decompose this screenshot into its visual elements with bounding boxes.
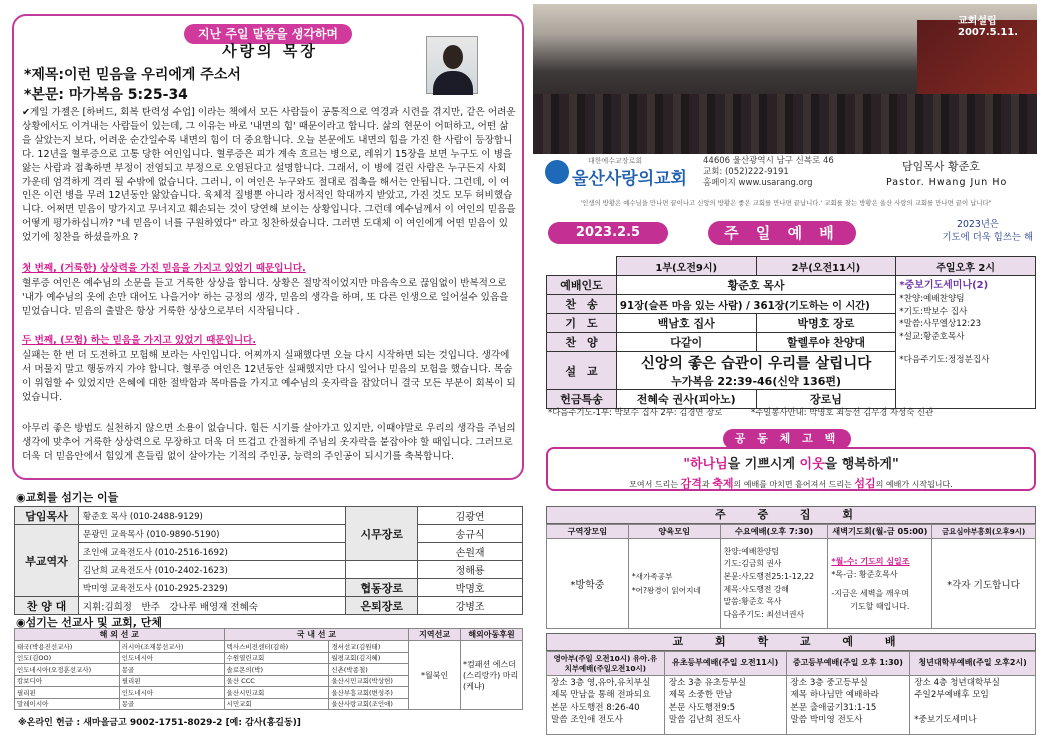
assoc-entry: 조인애 교육전도사 (010-2516-1692) xyxy=(78,543,345,561)
sermon-point1-title: 첫 번째, (거룩한) 상상력을 가진 믿음을 가지고 있었기 때문입니다. xyxy=(22,263,306,274)
worship-title: 주 일 예 배 xyxy=(708,221,856,245)
label-senior-pastor: 담임목사 xyxy=(15,507,79,525)
text: 을 기쁘시게 xyxy=(727,457,800,472)
missions-table xyxy=(14,628,523,710)
school-item: 본문 사도행전 8:26-40 xyxy=(551,702,640,713)
nurture-item: *어?왕경이 읽어지네 xyxy=(631,585,701,595)
school-item: 제목 만남을 통해 전파되요 xyxy=(551,690,651,701)
school-item: 장소 4층 청년대학부실 xyxy=(914,678,1000,688)
wednesday-item: 기도:김금희 권사 xyxy=(723,559,782,569)
weekday-title: 주 중 집 회 xyxy=(546,506,1036,524)
afternoon-item: *다음주기도:정정분집사 xyxy=(899,354,990,365)
leader-value: 황준호 목사 xyxy=(616,276,895,295)
word-neighbor: 이웃 xyxy=(799,457,825,472)
worship-order-table xyxy=(546,256,1036,409)
senior-pastor-en: Pastor. Hwang Jun Ho xyxy=(886,177,1008,188)
mission-cell: 몽골 xyxy=(119,698,224,710)
pastor-photo xyxy=(426,36,478,94)
mission-cell: 경서선교(김원태) xyxy=(329,641,409,653)
school-item: 말씀 박미영 전도사 xyxy=(790,715,863,726)
row-label-offering: 헌금특송 xyxy=(547,390,617,409)
elder-entry: 김광연 xyxy=(418,507,523,525)
col-service2: 2부(오전11시) xyxy=(756,257,896,276)
label-choir: 찬 양 대 xyxy=(15,597,79,615)
mission-cell: 러시아(조재봉선교사) xyxy=(119,641,224,653)
word-god: "하나님 xyxy=(683,457,728,472)
afternoon-item: *기도:박보수 집사 xyxy=(899,306,968,317)
dawn-item: *목-금: 황준호목사 xyxy=(831,569,898,579)
label-retired-elder: 은퇴장로 xyxy=(346,597,418,615)
worship-notes xyxy=(548,406,933,418)
sermon-scripture: *본문: 마가복음 5:25-34 xyxy=(24,87,188,103)
sermon-point2-title: 두 번째, (모험) 하는 믿음을 가지고 있었기 때문입니다. xyxy=(22,335,257,346)
assoc-entry: 김난희 교육전도사 (010-2402-1623) xyxy=(78,561,345,579)
sermon-point1-body: 혈루증 여인은 예수님의 소문을 듣고 거룩한 상상을 합니다. 상황은 절망적이었지만 마음속으로 끊임없이 반복적으로 '내가 예수님의 옷에 손만 대어도 나을거야' 하는 긍정의 생각, 믿음의 생각을 하며, 또 다른 인생으로 일어설수 있음을 믿었습니다. 믿음의 출발은 항상 거룩한 상상으로부터 시작됩니다 . xyxy=(22,278,509,317)
mission-cell: 인도(김OO) xyxy=(15,652,120,664)
col-afternoon: 주일오후 2시 xyxy=(896,257,1036,276)
mission-cell: 필리핀 xyxy=(15,687,120,699)
church-name: 울산사랑의교회 xyxy=(572,169,687,189)
mission-cell: 울산시민교회(박상헌) xyxy=(329,675,409,687)
mission-cell: 울산 CCC xyxy=(224,675,329,687)
members-section-title: ◉교회를 섬기는 이들 xyxy=(16,491,119,504)
school-item: 장소 3층 영,유아,유치부실 xyxy=(551,678,651,688)
school-title: 교 회 학 교 예 배 xyxy=(546,633,1036,651)
senior-pastor-entry: 황준호 목사 (010-2488-9129) xyxy=(78,507,345,525)
afternoon-program xyxy=(896,276,1036,409)
theme-line2: 기도에 더욱 힘쓰는 해 xyxy=(942,232,1033,243)
elder-entry: 정해룡 xyxy=(418,561,523,579)
sermon-subject: *제목:이런 믿음을 우리에게 주소서 xyxy=(24,67,241,83)
mission-cell: 울산부흥교회(변성주) xyxy=(329,687,409,699)
word-festival: 축제 xyxy=(712,477,734,490)
mission-cell: 솔로몬의(박) xyxy=(224,664,329,676)
text: 의 예배를 마치면 흩어져서 드리는 xyxy=(733,480,855,489)
dawn-item: *월-수: 기도의 심일조 xyxy=(831,556,910,566)
header-child: 해외아동후원 xyxy=(461,629,523,641)
friday-value: *각자 기도합니다 xyxy=(932,539,1036,629)
wednesday-item: 찬양:예배찬양팀 xyxy=(723,546,779,556)
row-label-sermon: 설 교 xyxy=(547,352,617,390)
school-item: 제목 소중한 만남 xyxy=(668,690,733,701)
praise1-value: 다같이 xyxy=(616,333,756,352)
school-item: 제목 하나님만 예배하라 xyxy=(790,690,879,701)
sermon-section-title: 사랑의 목장 xyxy=(222,42,318,60)
nurture-item: *새가족공부 xyxy=(631,571,673,581)
confession-banner: 공 동 체 고 백 xyxy=(723,429,851,449)
wednesday-item: 제목:사도행전 강해 xyxy=(723,584,789,594)
denomination: 대한예수교장로회 xyxy=(588,157,643,165)
word-emotion: 감격 xyxy=(680,477,702,490)
header-dawn: 새벽기도회(월-금 05:00) xyxy=(828,525,932,539)
afternoon-item: *설교:황준호목사 xyxy=(899,332,965,343)
header-college: 청년대학부예배(주일 오후2시) xyxy=(910,652,1036,676)
weekday-table xyxy=(546,524,1036,629)
text: 을 행복하게" xyxy=(824,457,899,472)
church-logo-icon xyxy=(545,160,569,184)
mission-cell: 필리핀 xyxy=(119,675,224,687)
label-elders: 시무장로 xyxy=(346,507,418,561)
dawn-item: -지금은 세벽을 깨우며 xyxy=(831,588,909,598)
school-item: 주일2부예배후 모임 xyxy=(914,690,989,701)
assoc-entry: 문광민 교육목사 (010-9890-5190) xyxy=(78,525,345,543)
confession-line1 xyxy=(546,453,1036,472)
school-item: 장소 3층 중고등부실 xyxy=(790,678,868,688)
mission-cell: 인도네시아(오정훈선교사) xyxy=(15,664,120,676)
text: 의 예배가 시작됩니다. xyxy=(875,480,953,489)
school-item: 본문 출애굽기31:1-15 xyxy=(790,702,877,713)
text: 모여서 드리는 xyxy=(629,480,681,489)
senior-pastor: 담임목사 황준호 xyxy=(902,160,980,173)
elder-entry: 손원재 xyxy=(418,543,523,561)
sermon-point2-body: 실패는 한 번 더 도전하고 모험해 보라는 사인입니다. 어찌까지 실패했다면 오늘 다시 시작하면 되는 것입니다. 생각에서 머물지 말고 행동까지 가야 합니다. 혈루증 여인은 12년동안 실패했지만 다시 일어나 믿음의 모험을 했습니다. 목숨이 위험할 수 있었지만 은혜에 대한 절박함과 목마름을 가지고 예수님의 옷자락을 잡았더니 결국 모든 부분이 회복이 되었습니다. xyxy=(22,350,516,403)
missions-section-title: ◉섬기는 선교사 및 교회, 단체 xyxy=(16,616,162,629)
header-youth: 중고등부예배(주일 오후 1:30) xyxy=(786,652,910,676)
mission-cell: 인도네시아 xyxy=(119,652,224,664)
mission-cell: 수원열린교회 xyxy=(224,652,329,664)
confession-line2 xyxy=(546,475,1036,491)
sermon-title: 신앙의 좋은 습관이 우리를 살립니다 xyxy=(640,356,872,372)
school-table xyxy=(546,651,1036,735)
wednesday-item: 본문:사도행전25:1-12,22 xyxy=(723,571,815,581)
local-mission: *월북인 xyxy=(409,641,461,710)
mission-cell: 울산사랑교회(조인애) xyxy=(329,698,409,710)
elder-entry: 송규식 xyxy=(418,525,523,543)
child-sponsor: *컴패션 에스더(스리랑카) 마리(케냐) xyxy=(461,641,523,710)
members-table xyxy=(14,506,523,615)
school-item: 말씀 조인애 전도사 xyxy=(551,715,623,726)
row-label-praise: 찬 양 xyxy=(547,333,617,352)
sermon-box xyxy=(12,14,524,480)
wednesday-item: 다음주기도: 최선녀권사 xyxy=(723,609,805,619)
mission-cell: 태국(박용진선교사) xyxy=(15,641,120,653)
theme-line1: 2023년은 xyxy=(957,219,999,230)
header-overseas: 해 외 선 교 xyxy=(15,629,225,641)
online-offering: ※온라인 헌금 : 새마을금고 9002-1751-8029-2 [예: 감사(홍길동)] xyxy=(18,718,301,728)
mission-cell: 텍사스비전센터(김하) xyxy=(224,641,329,653)
homepage[interactable]: 홈페이지 www.usarang.org xyxy=(703,178,813,188)
offering1-value: 전혜숙 권사(피아노) xyxy=(616,390,756,409)
cell-leaders-value: *방학중 xyxy=(547,539,629,629)
service-note: *주일봉사안내: 박명호 최등선 김무경 자성숙 신관 xyxy=(751,407,934,417)
mission-cell: 말레이시아 xyxy=(15,698,120,710)
retired-elder: 강병조 xyxy=(418,597,523,615)
header-cell-leaders: 구역장모임 xyxy=(547,525,629,539)
school-item: 장소 3층 유초등부실 xyxy=(668,678,747,688)
header-nurture: 양육모임 xyxy=(628,525,720,539)
header-local: 지역선교 xyxy=(409,629,461,641)
wednesday-item: 말씀:황준호 목사 xyxy=(723,597,782,607)
mission-cell: 캄보디아 xyxy=(15,675,120,687)
assoc-entry: 박미영 교육전도사 (010-2925-2329) xyxy=(78,579,345,597)
header-wednesday: 수요예배(오후 7:30) xyxy=(720,525,828,539)
mission-cell: 시민교회 xyxy=(224,698,329,710)
address: 44606 울산광역시 남구 신복로 46 xyxy=(703,156,834,166)
mission-cell: 몽골 xyxy=(119,664,224,676)
sermon-text: 누가복음 22:39-46(신약 136편) xyxy=(671,375,842,388)
row-label-hymn: 찬 송 xyxy=(547,295,617,314)
phone: 교회: (052)222-9191 xyxy=(703,167,789,177)
sermon-banner: 지난 주일 말씀을 생각하며 xyxy=(184,24,352,44)
mission-cell: 월평교회(김지혜) xyxy=(329,652,409,664)
school-item: 본문 사도행전9:5 xyxy=(668,702,736,713)
header-elementary: 유초등부예배(주일 오전11시) xyxy=(664,652,786,676)
label-assoc: 부교역자 xyxy=(15,525,79,597)
afternoon-item: *중보기도세미나(2) xyxy=(899,280,989,291)
founded-date: 교회설립 2007.5.11. xyxy=(958,16,1019,38)
word-service: 섬김 xyxy=(854,477,876,490)
sermon-closing: 아무리 좋은 방법도 실천하지 않으면 소용이 없습니다. 힘든 시기를 살아가고 있지만, 이때야말로 우리의 생각을 주님의 생각에 맞추어 거룩한 상상력으로 무장하고 더욱 더 뜨겁고 간절하게 주님의 옷자락을 붙잡아야 할 때입니다. 그러므로 더욱 더 믿음안에서 힘있게 흔들림 없이 살아가는 기적의 주인공, 능력의 주인공이 되시기를 축복합니다. xyxy=(22,423,516,462)
row-label-prayer: 기 도 xyxy=(547,314,617,333)
mission-cell: 인도네시아 xyxy=(119,687,224,699)
afternoon-item: *찬양:예배찬양팀 xyxy=(899,293,965,304)
label-cooperating-elder: 협동장로 xyxy=(346,579,418,597)
afternoon-item: *말씀:사무엘상12:23 xyxy=(899,319,982,330)
worship-date: 2023.2.5 xyxy=(548,222,668,244)
next-prayer-note: *다음주기도-1부: 박보수 집사 2부: 김경연 장로 xyxy=(548,407,723,417)
prayer2-value: 박명호 장로 xyxy=(756,314,896,333)
school-item xyxy=(914,702,1031,714)
mission-cell: 울산시민교회 xyxy=(224,687,329,699)
sermon-intro: ✔게일 가젤은 [하버드, 회복 탄력성 수업] 이라는 책에서 모든 사람들이 공통적으로 역경과 시련을 겪지만, 같은 어려운 상황에서도 이겨내는 사람들이 있는데, 그 이유는 바로 '내면의 힘' 때문이라고 합니다. 삶의 현문이 어떠하고, 어떤 삶을 살았는지 보다, 어려운 순간일수록 내면의 힘이 더 중요합니다. 오늘 본문에도 내면의 힘을 가진 한 사람이 등장합니다. 12년을 혈루증으로 고통 당한 여인입니다. 혈루증은 피가 계속 흐르는 병으로, 레위기 15장을 보면 누구도 이 병을 앓는 사람과 접촉하면 부정이 전염되고 부정으로 오염된다고 설명합니다. 그래서, 이 병에 걸린 사람은 누구든지 사회 가운데 엄격하게 격리 될 수밖에 없습니다. 그러니, 이 여인은 누구와도 절대로 접촉을 해서는 안됩니다. 그런데, 이 여인은 이런 병을 무려 12년동안 앓았습니다. 육체적 질병뿐 아니라 정서적인 학대까지 받았고, 가진 것도 모두 허비했습니다. 어쩌면 믿음이 망가지고 무너지고 훼손되는 것이 당연해 보이는 상황입니다. 그런데 예수님께서 이 여인의 믿음을 어떻게 평가하십니까? "네 믿음이 너를 구원하였다" 라고 칭찬하셨습니다. 그러면 도대체 이 여인에게 어떤 믿음이 있었기에 칭찬을 하셨을까요 ? xyxy=(22,107,516,244)
cooperating-elder: 박명호 xyxy=(418,579,523,597)
col-service1: 1부(오전9시) xyxy=(616,257,756,276)
year-theme xyxy=(893,218,1033,244)
row-label-leader: 예배인도 xyxy=(547,276,617,295)
text: 과 xyxy=(701,480,713,489)
school-item: 말씀 김난희 전도사 xyxy=(668,715,741,726)
church-contact xyxy=(703,156,834,189)
praise2-value: 할렐루야 찬양대 xyxy=(756,333,896,352)
church-motto: '인생의 방황은 예수님을 만나면 끝이나고 신앙의 방황은 좋은 교회를 만나면 끝납니다.' 교회를 찾는 방황은 울산 사랑의 교회를 만나면 끝이 납니다" xyxy=(580,199,992,207)
hymn-value: 91장(슬픈 마음 있는 사람) / 361장(기도하는 이 시간) xyxy=(616,295,895,314)
mission-cell: 신촌(박종철) xyxy=(329,664,409,676)
choir-entry: 지휘:김희정 반주 강나루 배영재 전혜숙 xyxy=(78,597,345,615)
school-item: *중보기도세미나 xyxy=(914,714,977,725)
header-infant: 영아부(주일 오전10시) 유아.유치부예배(주일오전10시) xyxy=(547,652,665,676)
header-friday: 금요심야부흥회(오후9시) xyxy=(932,525,1036,539)
dawn-item: 기도할 때입니다. xyxy=(850,601,910,611)
prayer1-value: 백남호 집사 xyxy=(616,314,756,333)
sermon-value xyxy=(616,352,895,390)
header-domestic: 국 내 선 교 xyxy=(224,629,409,641)
offering2-value: 장로님 xyxy=(756,390,896,409)
